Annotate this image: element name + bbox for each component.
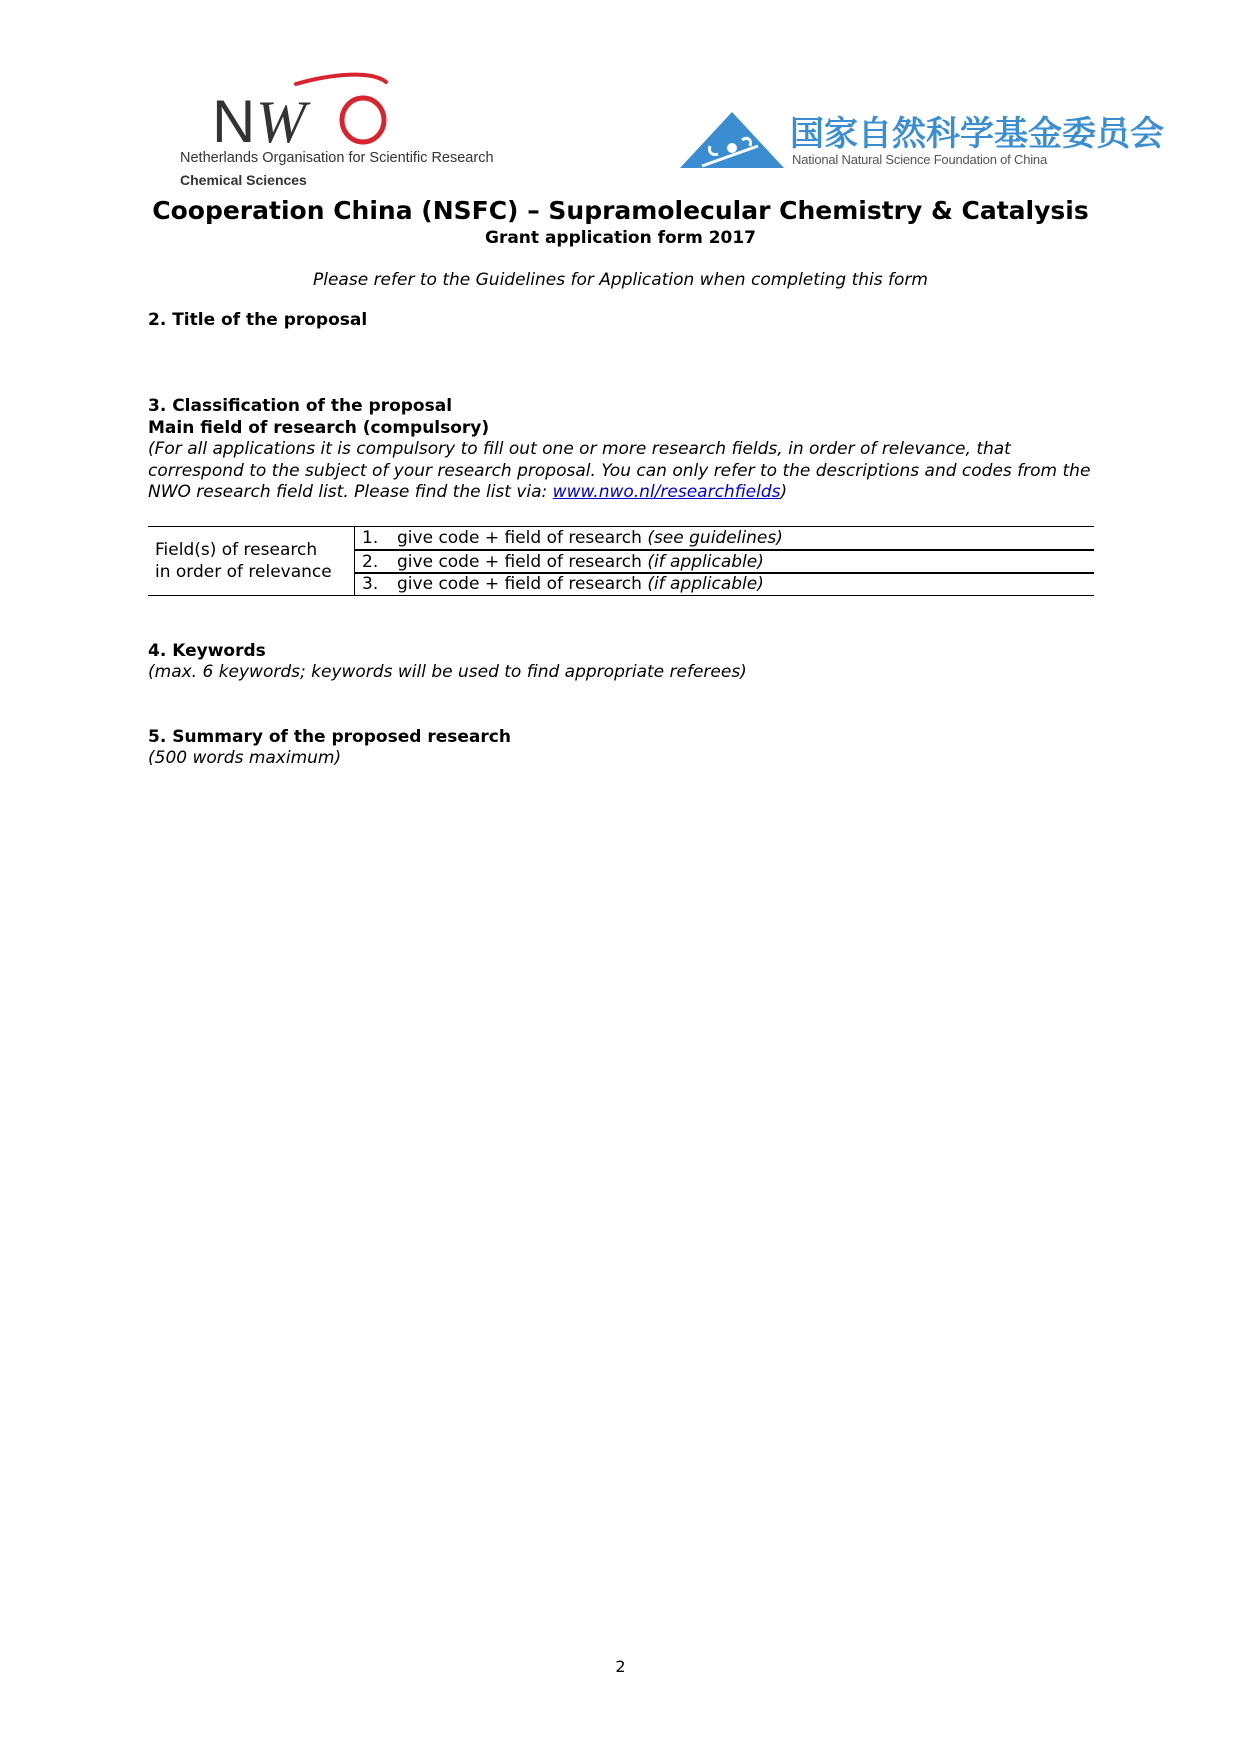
- field-row-3[interactable]: [355, 573, 1094, 595]
- classification-instruction: [148, 439, 1098, 504]
- nsfc-chinese-name: 国家自然科学基金委员会: [790, 114, 1164, 154]
- nwo-division: Chemical Sciences: [180, 172, 307, 188]
- fields-table-label: [155, 539, 332, 583]
- field-row-text: [397, 527, 783, 549]
- field-row-note: (see guidelines): [647, 528, 783, 548]
- page-number: 2: [615, 1657, 626, 1676]
- section-classification-heading: 3. Classification of the proposal: [148, 396, 453, 416]
- nwo-org-name: Netherlands Organisation for Scientific Research: [180, 150, 494, 166]
- nwo-logo-mark: [212, 72, 436, 155]
- classification-instruction-end: ): [780, 482, 788, 503]
- field-row-number: 3.: [362, 574, 379, 594]
- research-fields-table: [148, 526, 1094, 596]
- research-fields-link[interactable]: www.nwo.nl/researchfields: [552, 482, 781, 503]
- field-row-note: (if applicable): [647, 552, 764, 572]
- field-row-number: 2.: [362, 552, 379, 572]
- nsfc-logo: [680, 108, 1164, 174]
- classification-instruction-text: (For all applications it is compulsory to fill out one or more research fields, in order of relevance, that correspond to the subject of your research proposal. You can only refer to the descriptions and codes from the NWO research field list. Please find the list via:: [148, 439, 1091, 503]
- nwo-logo: [176, 70, 516, 190]
- fields-label-line1: Field(s) of research: [155, 540, 318, 560]
- field-row-2[interactable]: [355, 551, 1094, 574]
- guidelines-notice: Please refer to the Guidelines for Application when completing this form: [313, 270, 928, 290]
- field-row-text: [397, 573, 764, 595]
- page-subtitle: Grant application form 2017: [484, 228, 757, 248]
- field-row-note: (if applicable): [647, 574, 764, 594]
- field-row-placeholder: give code + field of research: [397, 574, 648, 594]
- section-classification-subheading: Main field of research (compulsory): [148, 418, 490, 438]
- section-title-proposal-heading: 2. Title of the proposal: [148, 310, 368, 330]
- field-row-number: 1.: [362, 528, 379, 548]
- nwo-letter-n: N: [212, 88, 256, 155]
- summary-instruction: (500 words maximum): [148, 748, 342, 768]
- section-summary-heading: 5. Summary of the proposed research: [148, 727, 511, 747]
- fields-label-line2: in order of relevance: [155, 562, 332, 582]
- nsfc-english-name: National Natural Science Foundation of China: [792, 152, 1047, 167]
- nsfc-mountain-icon: [680, 112, 784, 172]
- page-title: Cooperation China (NSFC) – Supramolecular Chemistry & Catalysis: [152, 196, 1089, 225]
- section-keywords-heading: 4. Keywords: [148, 641, 266, 661]
- field-row-placeholder: give code + field of research: [397, 528, 648, 548]
- field-row-text: [397, 551, 764, 573]
- nwo-letter-w: W: [256, 89, 306, 155]
- keywords-instruction: (max. 6 keywords; keywords will be used to find appropriate referees): [148, 662, 747, 682]
- field-row-placeholder: give code + field of research: [397, 552, 648, 572]
- field-row-1[interactable]: [355, 527, 1094, 551]
